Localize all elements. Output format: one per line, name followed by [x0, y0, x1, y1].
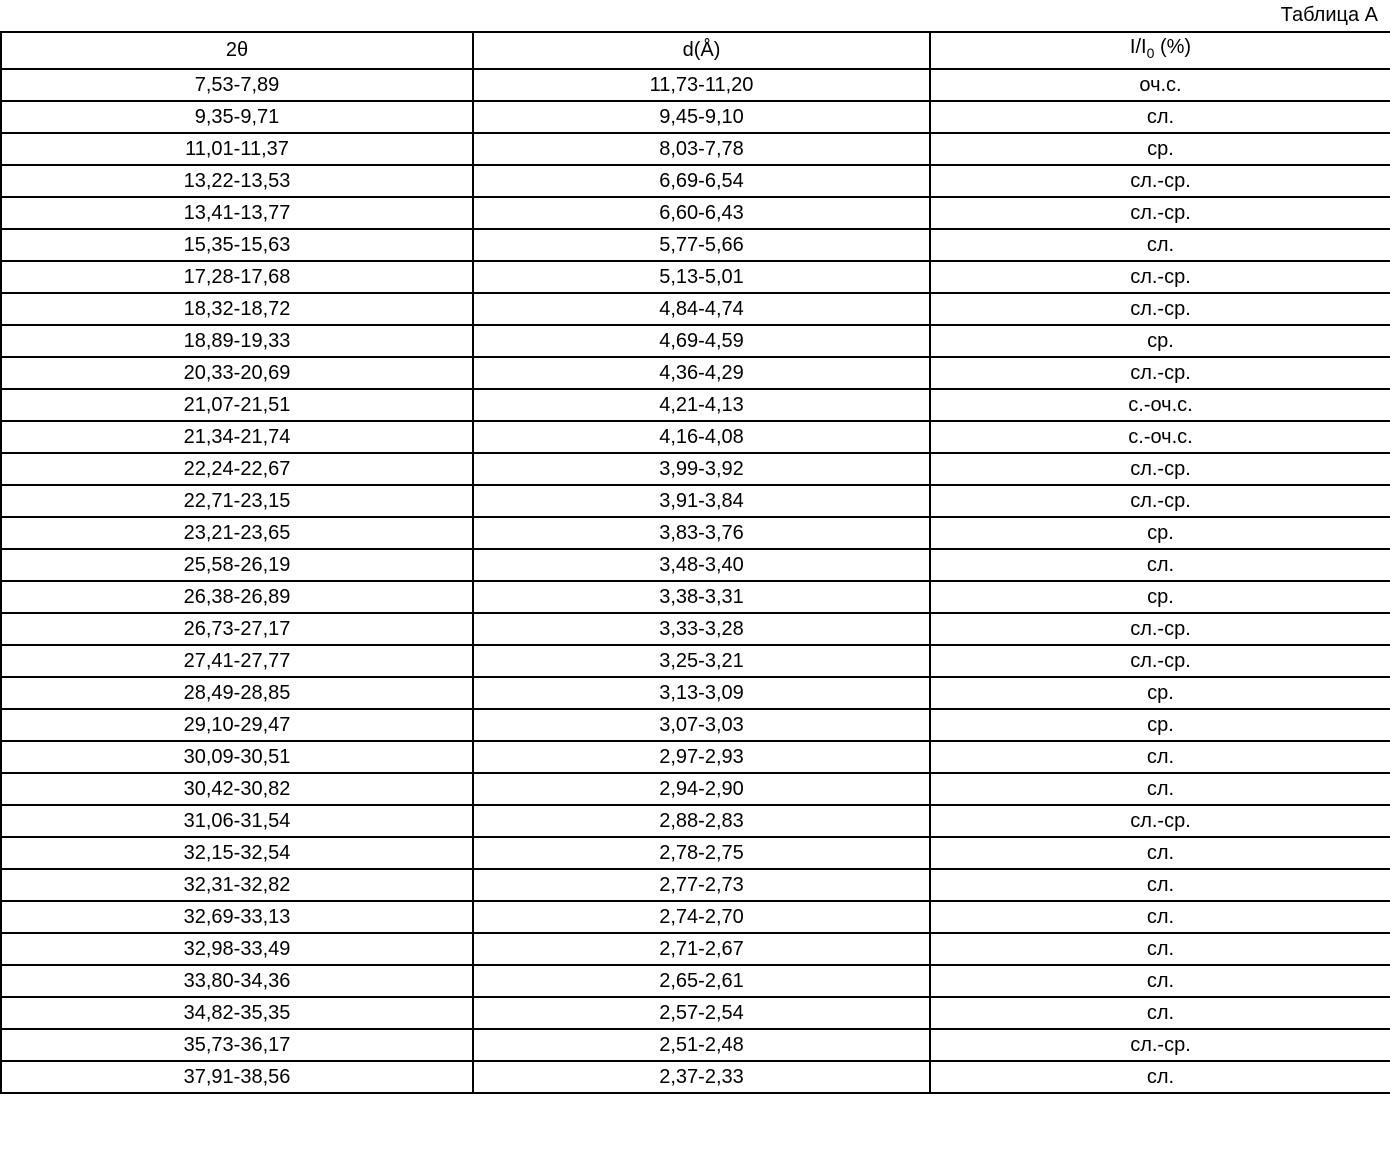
table-header	[1, 32, 1390, 69]
cell-intensity: сл.-ср.	[930, 1029, 1390, 1061]
table-row	[1, 773, 1390, 805]
table-row	[1, 357, 1390, 389]
cell-two-theta: 27,41-27,77	[1, 645, 473, 677]
cell-d-spacing: 2,57-2,54	[473, 997, 930, 1029]
cell-d-spacing: 4,84-4,74	[473, 293, 930, 325]
cell-two-theta: 28,49-28,85	[1, 677, 473, 709]
cell-d-spacing: 6,60-6,43	[473, 197, 930, 229]
cell-two-theta: 37,91-38,56	[1, 1061, 473, 1093]
table-row	[1, 517, 1390, 549]
cell-intensity: сл.	[930, 997, 1390, 1029]
cell-d-spacing: 3,99-3,92	[473, 453, 930, 485]
table-row	[1, 421, 1390, 453]
table-row	[1, 613, 1390, 645]
cell-intensity: сл.-ср.	[930, 485, 1390, 517]
cell-intensity: сл.	[930, 901, 1390, 933]
cell-two-theta: 21,07-21,51	[1, 389, 473, 421]
table-row	[1, 709, 1390, 741]
table-row	[1, 1029, 1390, 1061]
table-row	[1, 101, 1390, 133]
cell-intensity: с.-оч.с.	[930, 421, 1390, 453]
column-header-d-spacing: d(Å)	[473, 32, 930, 69]
cell-d-spacing: 3,91-3,84	[473, 485, 930, 517]
table-row	[1, 165, 1390, 197]
cell-two-theta: 25,58-26,19	[1, 549, 473, 581]
cell-d-spacing: 2,97-2,93	[473, 741, 930, 773]
cell-d-spacing: 6,69-6,54	[473, 165, 930, 197]
table-row	[1, 997, 1390, 1029]
table-row	[1, 677, 1390, 709]
cell-d-spacing: 2,65-2,61	[473, 965, 930, 997]
cell-intensity: ср.	[930, 325, 1390, 357]
cell-intensity: сл.	[930, 837, 1390, 869]
cell-d-spacing: 3,38-3,31	[473, 581, 930, 613]
table-row	[1, 741, 1390, 773]
table-header-row	[1, 32, 1390, 69]
cell-two-theta: 22,71-23,15	[1, 485, 473, 517]
cell-intensity: с.-оч.с.	[930, 389, 1390, 421]
cell-two-theta: 32,31-32,82	[1, 869, 473, 901]
table-row	[1, 1061, 1390, 1093]
cell-two-theta: 34,82-35,35	[1, 997, 473, 1029]
table-row	[1, 133, 1390, 165]
cell-two-theta: 11,01-11,37	[1, 133, 473, 165]
column-header-intensity	[930, 32, 1390, 69]
cell-d-spacing: 2,71-2,67	[473, 933, 930, 965]
cell-two-theta: 22,24-22,67	[1, 453, 473, 485]
cell-two-theta: 32,98-33,49	[1, 933, 473, 965]
cell-d-spacing: 4,69-4,59	[473, 325, 930, 357]
table-row	[1, 901, 1390, 933]
column-header-two-theta: 2θ	[1, 32, 473, 69]
cell-d-spacing: 2,78-2,75	[473, 837, 930, 869]
table-row	[1, 485, 1390, 517]
cell-two-theta: 13,22-13,53	[1, 165, 473, 197]
table-row	[1, 581, 1390, 613]
cell-d-spacing: 9,45-9,10	[473, 101, 930, 133]
cell-intensity: сл.	[930, 101, 1390, 133]
cell-d-spacing: 3,13-3,09	[473, 677, 930, 709]
table-row	[1, 197, 1390, 229]
cell-two-theta: 32,69-33,13	[1, 901, 473, 933]
cell-intensity: сл.-ср.	[930, 293, 1390, 325]
cell-intensity: сл.	[930, 869, 1390, 901]
cell-d-spacing: 2,51-2,48	[473, 1029, 930, 1061]
cell-two-theta: 18,32-18,72	[1, 293, 473, 325]
cell-two-theta: 32,15-32,54	[1, 837, 473, 869]
cell-d-spacing: 5,77-5,66	[473, 229, 930, 261]
table-row	[1, 805, 1390, 837]
cell-intensity: ср.	[930, 677, 1390, 709]
table-row	[1, 261, 1390, 293]
cell-intensity: сл.-ср.	[930, 805, 1390, 837]
cell-d-spacing: 8,03-7,78	[473, 133, 930, 165]
cell-intensity: ср.	[930, 517, 1390, 549]
cell-two-theta: 17,28-17,68	[1, 261, 473, 293]
intensity-label-main: I/I	[1129, 36, 1147, 58]
cell-two-theta: 30,42-30,82	[1, 773, 473, 805]
cell-d-spacing: 2,77-2,73	[473, 869, 930, 901]
table-body	[1, 69, 1390, 1093]
cell-d-spacing: 3,83-3,76	[473, 517, 930, 549]
intensity-label-tail: (%)	[1154, 36, 1192, 58]
table-row	[1, 933, 1390, 965]
cell-two-theta: 13,41-13,77	[1, 197, 473, 229]
cell-two-theta: 26,73-27,17	[1, 613, 473, 645]
cell-d-spacing: 3,33-3,28	[473, 613, 930, 645]
cell-two-theta: 7,53-7,89	[1, 69, 473, 101]
cell-two-theta: 31,06-31,54	[1, 805, 473, 837]
cell-intensity: сл.	[930, 229, 1390, 261]
cell-d-spacing: 2,88-2,83	[473, 805, 930, 837]
cell-two-theta: 15,35-15,63	[1, 229, 473, 261]
cell-intensity: сл.-ср.	[930, 613, 1390, 645]
cell-d-spacing: 2,94-2,90	[473, 773, 930, 805]
cell-intensity: сл.-ср.	[930, 645, 1390, 677]
table-row	[1, 69, 1390, 101]
cell-intensity: сл.	[930, 549, 1390, 581]
cell-intensity: сл.	[930, 741, 1390, 773]
cell-intensity: ср.	[930, 133, 1390, 165]
cell-two-theta: 26,38-26,89	[1, 581, 473, 613]
cell-intensity: сл.-ср.	[930, 197, 1390, 229]
cell-d-spacing: 11,73-11,20	[473, 69, 930, 101]
cell-d-spacing: 4,21-4,13	[473, 389, 930, 421]
cell-intensity: сл.-ср.	[930, 261, 1390, 293]
table-row	[1, 645, 1390, 677]
table-row	[1, 325, 1390, 357]
table-row	[1, 389, 1390, 421]
cell-two-theta: 35,73-36,17	[1, 1029, 473, 1061]
cell-d-spacing: 4,16-4,08	[473, 421, 930, 453]
table-caption: Таблица А	[1280, 4, 1378, 26]
cell-intensity: ср.	[930, 581, 1390, 613]
cell-two-theta: 21,34-21,74	[1, 421, 473, 453]
cell-two-theta: 33,80-34,36	[1, 965, 473, 997]
cell-d-spacing: 3,07-3,03	[473, 709, 930, 741]
table-row	[1, 229, 1390, 261]
cell-two-theta: 23,21-23,65	[1, 517, 473, 549]
cell-d-spacing: 5,13-5,01	[473, 261, 930, 293]
cell-intensity: сл.	[930, 933, 1390, 965]
cell-intensity: сл.	[930, 773, 1390, 805]
cell-two-theta: 30,09-30,51	[1, 741, 473, 773]
table-row	[1, 293, 1390, 325]
cell-intensity: сл.	[930, 1061, 1390, 1093]
xrd-data-table	[0, 31, 1390, 1094]
cell-d-spacing: 2,37-2,33	[473, 1061, 930, 1093]
cell-intensity: оч.с.	[930, 69, 1390, 101]
table-row	[1, 549, 1390, 581]
cell-d-spacing: 4,36-4,29	[473, 357, 930, 389]
cell-two-theta: 18,89-19,33	[1, 325, 473, 357]
cell-d-spacing: 3,25-3,21	[473, 645, 930, 677]
cell-two-theta: 9,35-9,71	[1, 101, 473, 133]
cell-intensity: ср.	[930, 709, 1390, 741]
table-row	[1, 965, 1390, 997]
table-row	[1, 837, 1390, 869]
cell-two-theta: 29,10-29,47	[1, 709, 473, 741]
intensity-label-subscript: 0	[1146, 45, 1155, 61]
cell-intensity: сл.-ср.	[930, 357, 1390, 389]
cell-d-spacing: 3,48-3,40	[473, 549, 930, 581]
cell-intensity: сл.-ср.	[930, 453, 1390, 485]
cell-two-theta: 20,33-20,69	[1, 357, 473, 389]
cell-intensity: сл.-ср.	[930, 165, 1390, 197]
table-row	[1, 453, 1390, 485]
cell-intensity: сл.	[930, 965, 1390, 997]
cell-d-spacing: 2,74-2,70	[473, 901, 930, 933]
table-row	[1, 869, 1390, 901]
